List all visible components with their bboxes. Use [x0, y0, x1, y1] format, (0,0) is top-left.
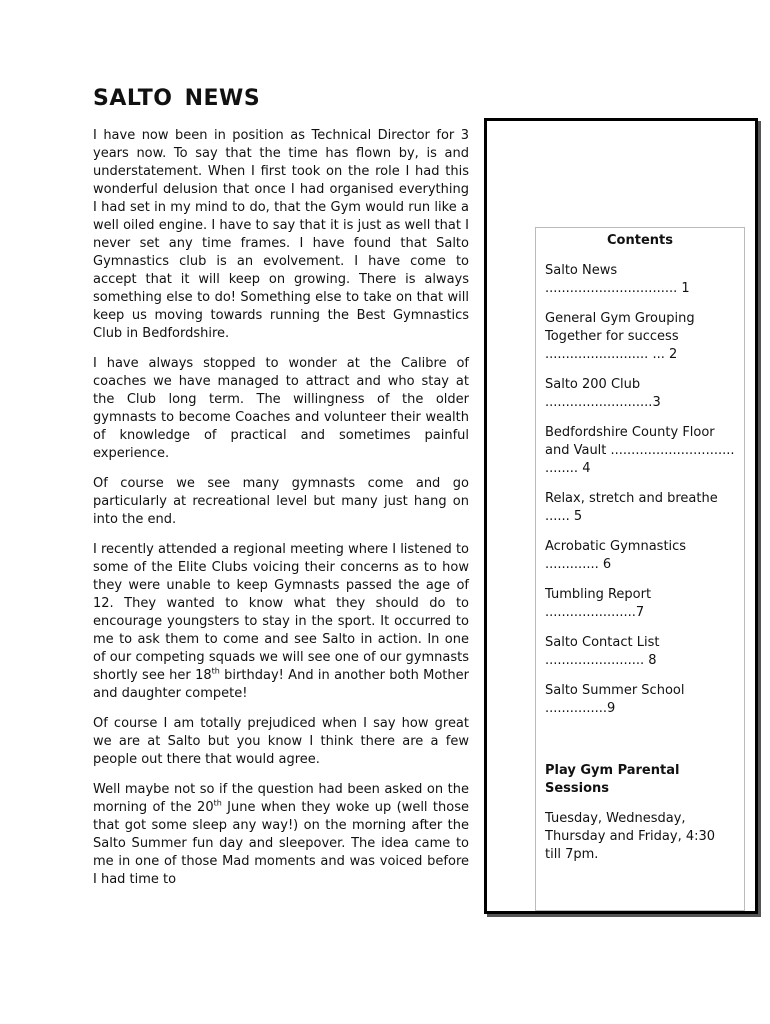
paragraph: I have now been in position as Technical Director for 3 years now. To say that the time has flown by, is and understatement. When I first took on the role I had this wonderful delusion that once I had organised everything I had set in my mind to do, that the Gym would run like a well oiled engine. I have to say that it is just as well that I never set any time frames. I have found that Salto Gymnastics club is an evolvement. I have come to accept that it will keep on growing. There is always something else to do! Something else to take on that will keep us moving towards running the Best Gymnastics Club in Bedfordshire. — [93, 128, 469, 341]
superscript: th — [213, 798, 222, 808]
article-body — [93, 127, 469, 901]
toc-item: Tumbling Report ......................7 — [545, 587, 652, 620]
play-gym-text: Tuesday, Wednesday, Thursday and Friday, 4:30 till 7pm. — [545, 811, 716, 862]
paragraph: Of course I am totally prejudiced when I say how great we are at Salto but you know I think there are a few people out there that would agree. — [93, 716, 469, 767]
paragraph: I have always stopped to wonder at the Calibre of coaches we have managed to attract and who stay at the Club long term. The willingness of the older gymnasts to become Coaches and volunteer their wealth of knowledge of practical and sometimes painful experience. — [93, 356, 469, 461]
toc-item: Salto Contact List ........................ 8 — [545, 635, 660, 668]
toc-item: Salto 200 Club ..........................3 — [545, 377, 661, 410]
text: Well maybe not so if the question had been asked on the morning of the 20 — [93, 782, 469, 815]
toc-item: Acrobatic Gymnastics ............. 6 — [545, 539, 687, 572]
toc-item: Salto News ................................ 1 — [545, 263, 690, 296]
toc-item: General Gym Grouping Together for success ......................... ... 2 — [545, 311, 695, 362]
newsletter-title: SALTO NEWS — [93, 86, 261, 111]
paragraph: Of course we see many gymnasts come and go particularly at recreational level but many just hang on into the end. — [93, 476, 469, 527]
toc-item: Bedfordshire County Floor and Vault .............................. ........ 4 — [545, 425, 735, 476]
toc-item: Salto Summer School ...............9 — [545, 683, 685, 716]
paragraph — [93, 541, 469, 703]
contents-heading: Contents — [607, 233, 673, 248]
paragraph — [93, 781, 469, 889]
play-gym-title: Play Gym Parental Sessions — [545, 763, 680, 796]
contents-box — [535, 227, 745, 911]
text: birthday! And in another both Mother and daughter compete! — [93, 668, 469, 701]
superscript: th — [211, 666, 220, 676]
text: June when they woke up (well those that got some sleep any way!) on the morning after the Salto Summer fun day and sleepover. The idea came to me in one of those Mad moments and was voiced before I had time to — [93, 800, 469, 887]
toc-item: Relax, stretch and breathe ...... 5 — [545, 491, 718, 524]
text: I recently attended a regional meeting where I listened to some of the Elite Clubs voicing their concerns as to how they were unable to keep Gymnasts passed the age of 12. They wanted to know what they should do to encourage youngsters to stay in the sport. It occurred to me to ask them to come and see Salto in action. In one of our competing squads we will see one of our gymnasts shortly see her 18 — [93, 542, 469, 683]
